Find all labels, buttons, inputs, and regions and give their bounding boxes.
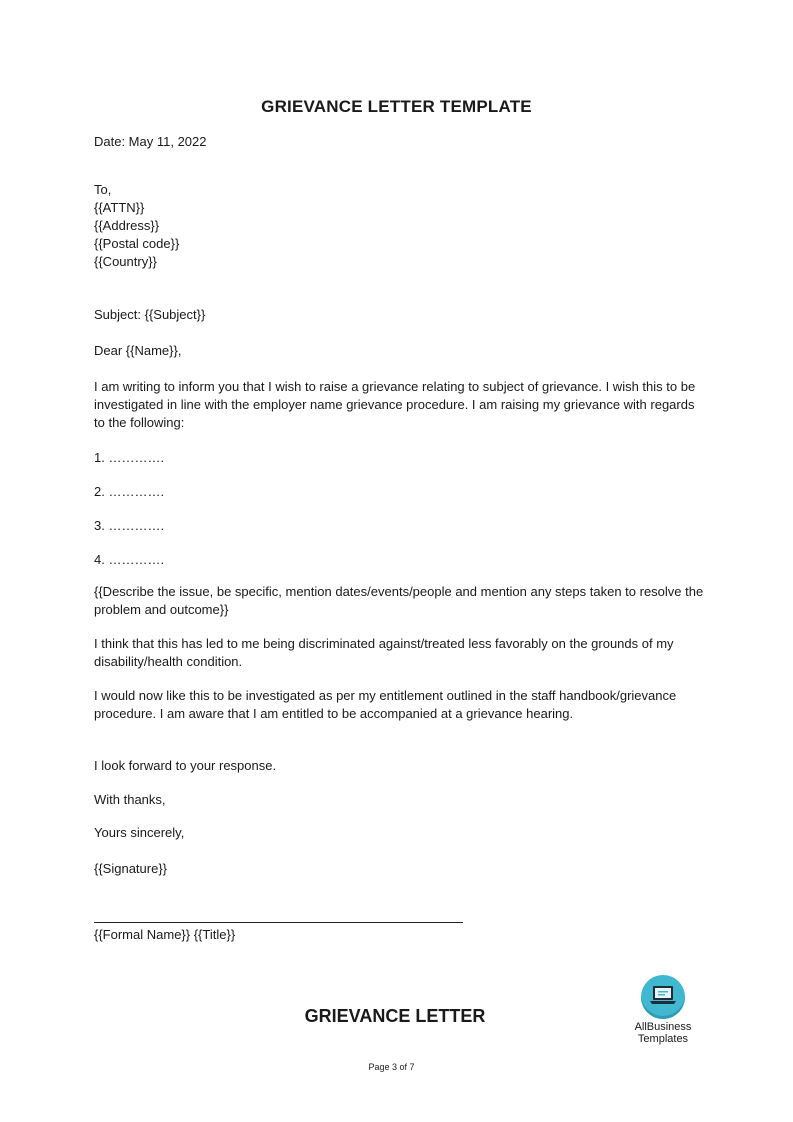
document-title: GRIEVANCE LETTER TEMPLATE [261,97,532,116]
investigation-paragraph: I would now like this to be investigated as per my entitlement outlined in the staff handbook/grievance procedure. I am aware that I am entitled to be accompanied at a grievance hearing. [94,688,677,721]
logo-text: AllBusiness Templates [634,1021,692,1045]
subject-line: Subject: {{Subject}} [94,307,206,322]
page-number: Page 3 of 7 [368,1062,415,1072]
salutation: Dear {{Name}}, [94,343,182,358]
recipient-address [94,181,706,271]
describe-paragraph: {{Describe the issue, be specific, mention dates/events/people and mention any steps taken to resolve the problem and outcome}} [94,584,704,617]
address-line: {{ATTN}} [94,200,145,215]
address-line: {{Country}} [94,254,157,269]
allbusiness-logo [628,975,698,1045]
closing-line: Yours sincerely, [94,825,185,840]
list-item: 3. …………. [94,518,165,533]
formal-name: {{Formal Name}} {{Title}} [94,927,236,942]
list-item: 1. …………. [94,450,165,465]
address-line: {{Address}} [94,218,160,233]
thanks-line: With thanks, [94,792,166,807]
signature-line [94,922,463,923]
intro-paragraph: I am writing to inform you that I wish to raise a grievance relating to subject of grievance. I wish this to be investigated in line with the employer name grievance procedure. I am raising my grievance with regards to the following: [94,379,696,430]
look-forward-line: I look forward to your response. [94,758,277,773]
signature-placeholder: {{Signature}} [94,861,168,876]
address-line: {{Postal code}} [94,236,180,251]
discrimination-paragraph: I think that this has led to me being discriminated against/treated less favorably on the grounds of my disability/health condition. [94,636,674,669]
logo-circle [641,975,685,1019]
list-item: 2. …………. [94,484,165,499]
footer-title: GRIEVANCE LETTER [304,1006,486,1026]
grievance-list [94,449,706,585]
address-line: To, [94,182,112,197]
date-line: Date: May 11, 2022 [94,134,207,149]
laptop-icon [649,985,677,1007]
list-item: 4. …………. [94,552,165,567]
